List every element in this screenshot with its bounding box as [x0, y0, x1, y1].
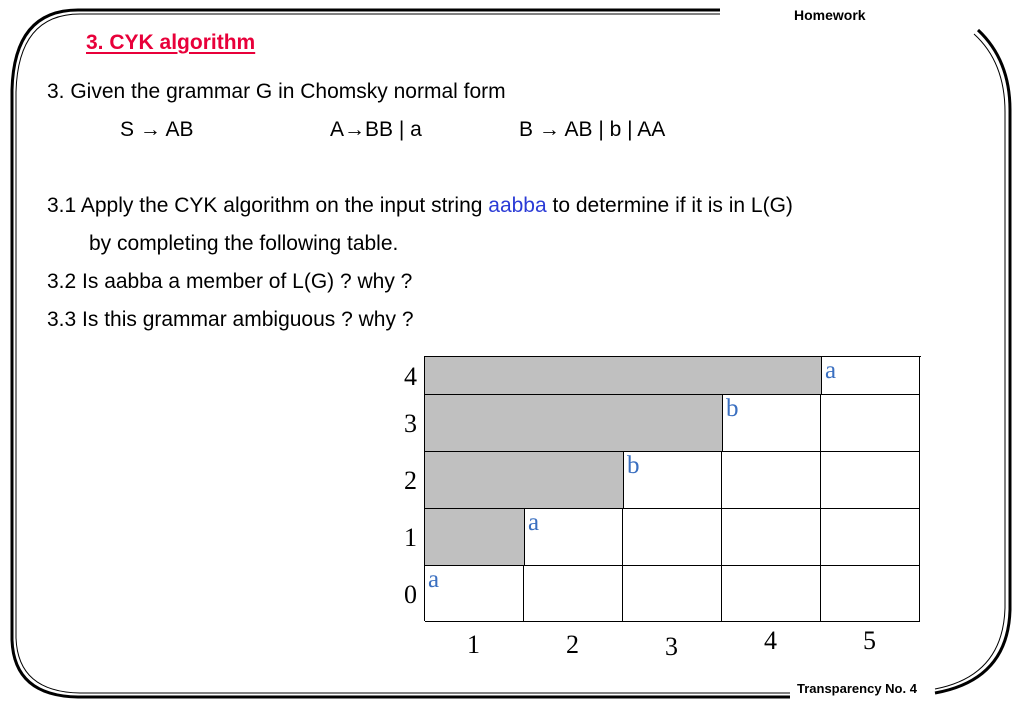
- table-cell-r0-c5[interactable]: [821, 566, 920, 622]
- row-label-0: 0: [404, 580, 417, 609]
- shaded-cell: [425, 357, 821, 395]
- row-label-4: 4: [404, 362, 417, 391]
- table-cell-r1-c2: a: [524, 509, 623, 566]
- table-cell-r1-c3[interactable]: [623, 509, 722, 566]
- input-string: aabba: [488, 194, 547, 217]
- col-label-5: 5: [863, 626, 876, 655]
- cyk-table: [424, 356, 921, 621]
- row-label-2: 2: [404, 466, 417, 495]
- row-label-1: 1: [404, 523, 417, 552]
- question-3-3: 3.3 Is this grammar ambiguous ? why ?: [47, 308, 414, 331]
- grammar-rule-b: B → AB | b | AA: [519, 118, 666, 141]
- table-cell-r3-c4: b: [722, 395, 821, 452]
- col-label-1: 1: [467, 630, 480, 659]
- table-cell-r2-c3: b: [623, 452, 722, 509]
- grammar-rule-s: S → AB: [120, 118, 194, 141]
- table-cell-r3-c5[interactable]: [821, 395, 920, 452]
- table-cell-r0-c1: a: [425, 566, 524, 622]
- table-cell-r0-c4[interactable]: [722, 566, 821, 622]
- header-label: Homework: [794, 7, 866, 23]
- table-cell-r1-c4[interactable]: [722, 509, 821, 566]
- shaded-cell: [425, 395, 722, 452]
- table-cell-r0-c3[interactable]: [623, 566, 722, 622]
- grammar-rule-a: A→BB | a: [330, 118, 422, 141]
- shaded-cell: [425, 509, 524, 566]
- question-3-1: [47, 194, 793, 218]
- question-3-1-after: to determine if it is in L(G): [546, 194, 793, 217]
- table-cell-r4-c5: a: [821, 357, 920, 395]
- slide-title: 3. CYK algorithm: [86, 31, 256, 54]
- col-label-4: 4: [764, 626, 777, 655]
- footer-label: Transparency No. 4: [797, 681, 917, 696]
- table-cell-r2-c4[interactable]: [722, 452, 821, 509]
- table-cell-r1-c5[interactable]: [821, 509, 920, 566]
- question-3-1-continued: by completing the following table.: [89, 232, 399, 255]
- col-label-3: 3: [665, 632, 678, 661]
- col-label-2: 2: [566, 630, 579, 659]
- shaded-cell: [425, 452, 623, 509]
- table-cell-r2-c5[interactable]: [821, 452, 920, 509]
- question-3-1-before: 3.1 Apply the CYK algorithm on the input string: [47, 194, 489, 217]
- question-3-2: 3.2 Is aabba a member of L(G) ? why ?: [47, 270, 413, 293]
- row-label-3: 3: [404, 409, 417, 438]
- table-cell-r0-c2[interactable]: [524, 566, 623, 622]
- intro-text: 3. Given the grammar G in Chomsky normal form: [47, 80, 506, 103]
